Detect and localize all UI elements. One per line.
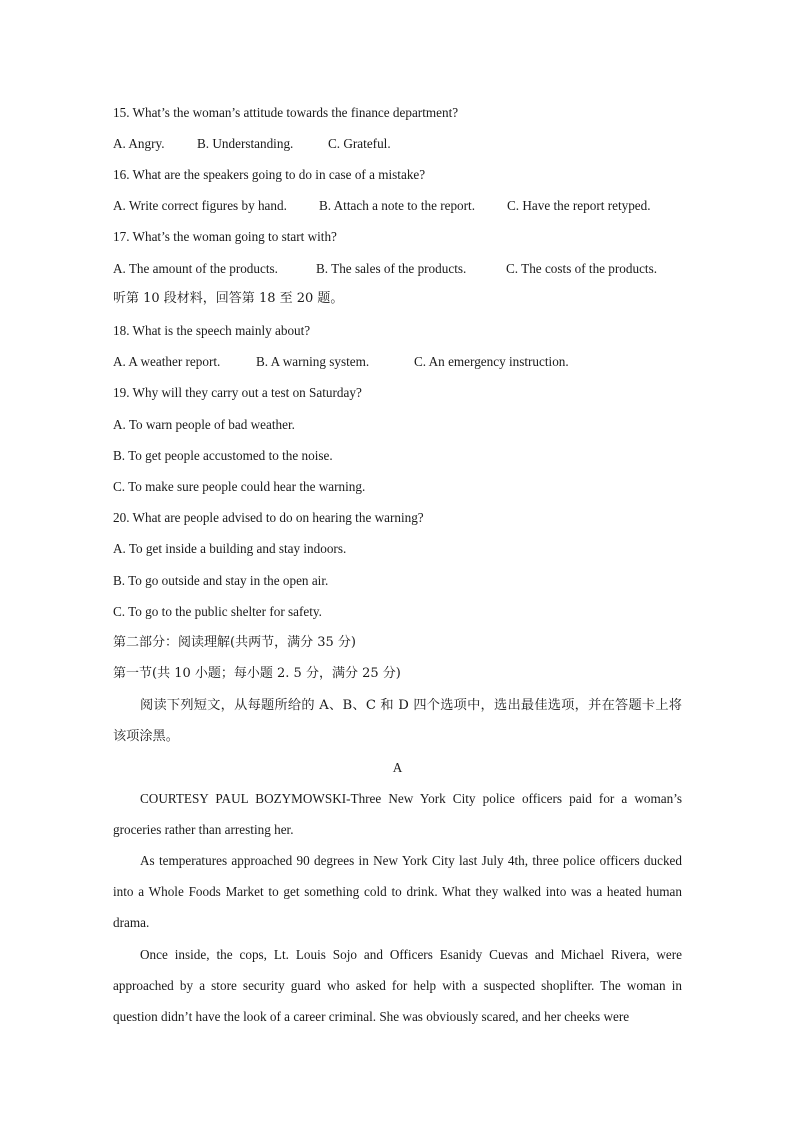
- option-a: A. Angry.: [113, 136, 165, 151]
- question-19-option-c: C. To make sure people could hear the warning.: [113, 479, 366, 494]
- reading-instruction: 阅读下列短文，从每题所给的 A、B、C 和 D 四个选项中，选出最佳选项，并在答题卡上将该项涂黑。: [113, 698, 682, 745]
- passage-paragraph-1: COURTESY PAUL BOZYMOWSKI-Three New York City police officers paid for a woman’s groceries rather than arresting her.: [113, 791, 682, 838]
- question-15-options: [113, 135, 683, 153]
- question-17-options: [113, 260, 683, 278]
- question-17-stem: 17. What’s the woman going to start with?: [113, 229, 337, 244]
- option-b: B. Attach a note to the report.: [319, 198, 476, 213]
- question-16-stem: 16. What are the speakers going to do in case of a mistake?: [113, 167, 426, 182]
- question-20-option-c: C. To go to the public shelter for safety.: [113, 604, 322, 619]
- listening-instruction: 听第 10 段材料，回答第 18 至 20 题。: [113, 291, 344, 306]
- question-18-options: [113, 353, 683, 371]
- passage-label: A: [392, 760, 403, 775]
- question-19-option-a: A. To warn people of bad weather.: [113, 417, 295, 432]
- question-20-stem: 20. What are people advised to do on hearing the warning?: [113, 510, 424, 525]
- option-a: A. The amount of the products.: [113, 261, 278, 276]
- option-c: C. The costs of the products.: [506, 261, 658, 276]
- question-19-option-b: B. To get people accustomed to the noise.: [113, 448, 333, 463]
- question-16-options: [113, 197, 683, 215]
- section1-heading: 第一节(共 10 小题；每小题 2. 5 分，满分 25 分): [113, 666, 401, 681]
- option-b: B. A warning system.: [256, 354, 370, 369]
- question-20-option-b: B. To go outside and stay in the open air.: [113, 573, 329, 588]
- option-a: A. Write correct figures by hand.: [113, 198, 287, 213]
- option-c: C. Grateful.: [328, 136, 391, 151]
- passage-paragraph-2: As temperatures approached 90 degrees in New York City last July 4th, three police officers ducked into a Whole Foods Market to get something cold to drink. What they walked into was a heated human drama.: [113, 853, 682, 931]
- option-b: B. Understanding.: [197, 136, 294, 151]
- question-20-option-a: A. To get inside a building and stay indoors.: [113, 541, 347, 556]
- passage-paragraph-3: Once inside, the cops, Lt. Louis Sojo and Officers Esanidy Cuevas and Michael Rivera, were approached by a store security guard who asked for help with a suspected shoplifter. The woman in question didn’t have the look of a career criminal. She was obviously scared, and her cheeks were: [113, 947, 682, 1025]
- option-b: B. The sales of the products.: [316, 261, 467, 276]
- question-18-stem: 18. What is the speech mainly about?: [113, 323, 311, 338]
- option-c: C. An emergency instruction.: [414, 354, 569, 369]
- option-a: A. A weather report.: [113, 354, 221, 369]
- part2-heading: 第二部分：阅读理解(共两节，满分 35 分): [113, 635, 356, 650]
- question-19-stem: 19. Why will they carry out a test on Saturday?: [113, 385, 362, 400]
- option-c: C. Have the report retyped.: [507, 198, 651, 213]
- question-15-stem: 15. What’s the woman’s attitude towards the finance department?: [113, 105, 459, 120]
